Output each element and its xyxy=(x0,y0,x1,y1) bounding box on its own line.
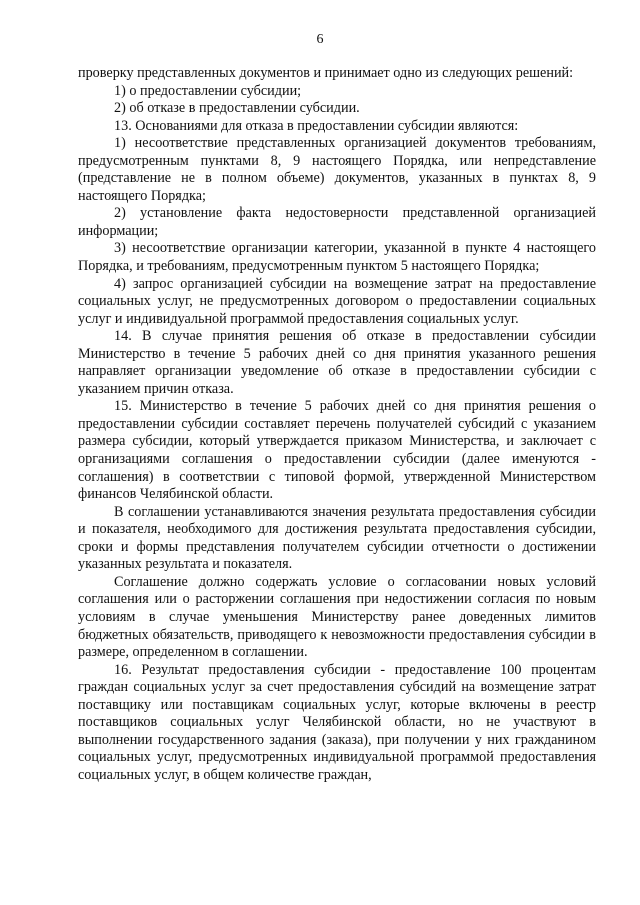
paragraph: Соглашение должно содержать условие о согласовании новых условий соглашения или о расторжении соглашения при недостижении согласия по новым условиям в случае уменьшения Министерству ранее доведенных лимитов бюджетных обязательств, приводящего к невозможности предоставления субсидии в размере, определенном в соглашении. xyxy=(78,573,596,661)
paragraph: 3) несоответствие организации категории, указанной в пункте 4 настоящего Порядка, и требованиям, предусмотренным пунктом 5 настоящего Порядка; xyxy=(78,240,596,275)
paragraph: 15. Министерство в течение 5 рабочих дней со дня принятия решения о предоставлении субсидии составляет перечень получателей субсидий с указанием размера субсидии, который утверждается приказом Министерства, и заключает с организациями соглашения о предоставлении субсидии (далее именуются - соглашения) в соответствии с типовой формой, утвержденной Министерством финансов Челябинской области. xyxy=(78,398,596,503)
paragraph: 16. Результат предоставления субсидии - предоставление 100 процентам граждан социальных услуг за счет предоставления субсидий на возмещение затрат поставщику или поставщикам социальных услуг, которые включены в реестр поставщиков социальных услуг Челябинской области, но не участвуют в выполнении государственного задания (заказа), при получении у них гражданином социальных услуг, предусмотренных индивидуальной программой предоставления социальных услуг, в общем количестве граждан, xyxy=(78,661,596,783)
paragraph: 2) об отказе в предоставлении субсидии. xyxy=(114,100,360,117)
paragraph: 2) установление факта недостоверности представленной организацией информации; xyxy=(78,205,596,239)
paragraph: 1) несоответствие представленных организацией документов требованиям, предусмотренным пунктами 8, 9 настоящего Порядка, или непредставление (представление не в полном объеме) документов, указанных в пунктах 8, 9 настоящего Порядка; xyxy=(78,135,596,204)
paragraph: 1) о предоставлении субсидии; xyxy=(114,82,302,99)
paragraph: В соглашении устанавливаются значения результата предоставления субсидии и показателя, необходимого для достижения результата предоставления субсидии, сроки и формы представления получателем субсидии отчетности о достижении указанных результата и показателя. xyxy=(78,503,596,573)
page-number: 6 xyxy=(316,32,324,47)
paragraph: проверку представленных документов и принимает одно из следующих решений: xyxy=(78,65,574,81)
paragraph: 13. Основаниями для отказа в предоставлении субсидии являются: xyxy=(114,117,519,134)
paragraph: 14. В случае принятия решения об отказе в предоставлении субсидии Министерство в течение 5 рабочих дней со дня принятия указанного решения направляет организации уведомление об отказе в предоставлении субсидии с указанием причин отказа. xyxy=(78,328,596,397)
paragraph: 4) запрос организацией субсидии на возмещение затрат на предоставление социальных услуг, не предусмотренных договором о предоставлении социальных услуг и индивидуальной программой предоставления социальных услуг. xyxy=(78,275,596,327)
document-body xyxy=(78,65,596,784)
